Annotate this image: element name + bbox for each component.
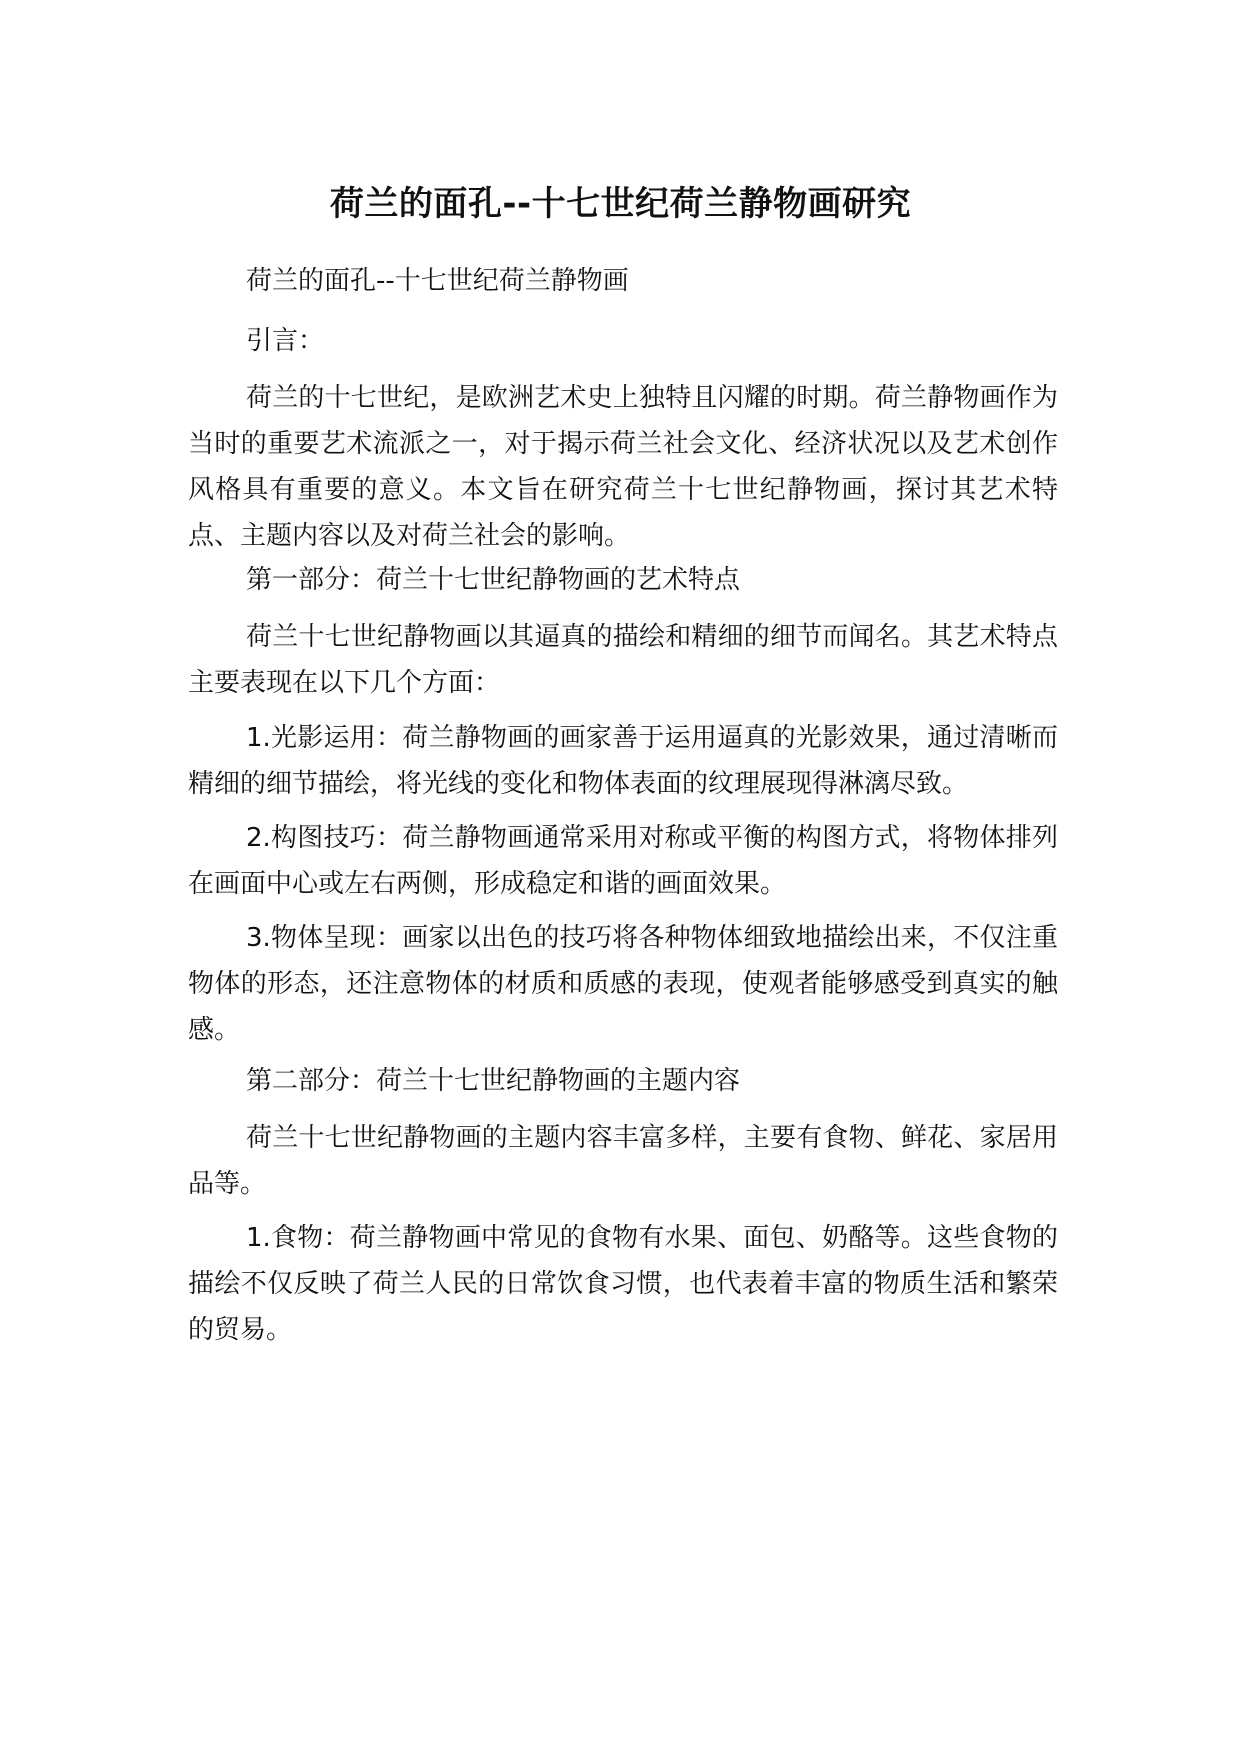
paragraph-subtitle: 荷兰的面孔--十七世纪荷兰静物画 <box>246 266 629 296</box>
paragraph-object-presentation: 3.物体呈现：画家以出色的技巧将各种物体细致地描绘出来，不仅注重物体的形态，还注意物体的材质和质感的表现，使观者能够感受到真实的触感。 <box>188 923 1058 1045</box>
paragraph-introduction-heading: 引言： <box>246 326 325 356</box>
paragraph-part-two-intro: 荷兰十七世纪静物画的主题内容丰富多样，主要有食物、鲜花、家居用品等。 <box>188 1123 1058 1199</box>
document-title: 荷兰的面孔--十七世纪荷兰静物画研究 <box>329 184 912 224</box>
paragraph-food: 1.食物：荷兰静物画中常见的食物有水果、面包、奶酪等。这些食物的描绘不仅反映了荷兰人民的日常饮食习惯，也代表着丰富的物质生活和繁荣的贸易。 <box>188 1223 1058 1345</box>
paragraph-part-one-intro: 荷兰十七世纪静物画以其逼真的描绘和精细的细节而闻名。其艺术特点主要表现在以下几个方面： <box>188 622 1058 698</box>
paragraph-part-one-heading: 第一部分：荷兰十七世纪静物画的艺术特点 <box>246 565 741 595</box>
paragraph-part-two-heading: 第二部分：荷兰十七世纪静物画的主题内容 <box>246 1066 741 1096</box>
paragraph-composition: 2.构图技巧：荷兰静物画通常采用对称或平衡的构图方式，将物体排列在画面中心或左右两侧，形成稳定和谐的画面效果。 <box>188 823 1058 899</box>
paragraph-light-and-shadow: 1.光影运用：荷兰静物画的画家善于运用逼真的光影效果，通过清晰而精细的细节描绘，将光线的变化和物体表面的纹理展现得淋漓尽致。 <box>188 723 1058 799</box>
paragraph-introduction-body: 荷兰的十七世纪，是欧洲艺术史上独特且闪耀的时期。荷兰静物画作为当时的重要艺术流派之一，对于揭示荷兰社会文化、经济状况以及艺术创作风格具有重要的意义。本文旨在研究荷兰十七世纪静物画，探讨其艺术特点、主题内容以及对荷兰社会的影响。 <box>188 383 1058 551</box>
